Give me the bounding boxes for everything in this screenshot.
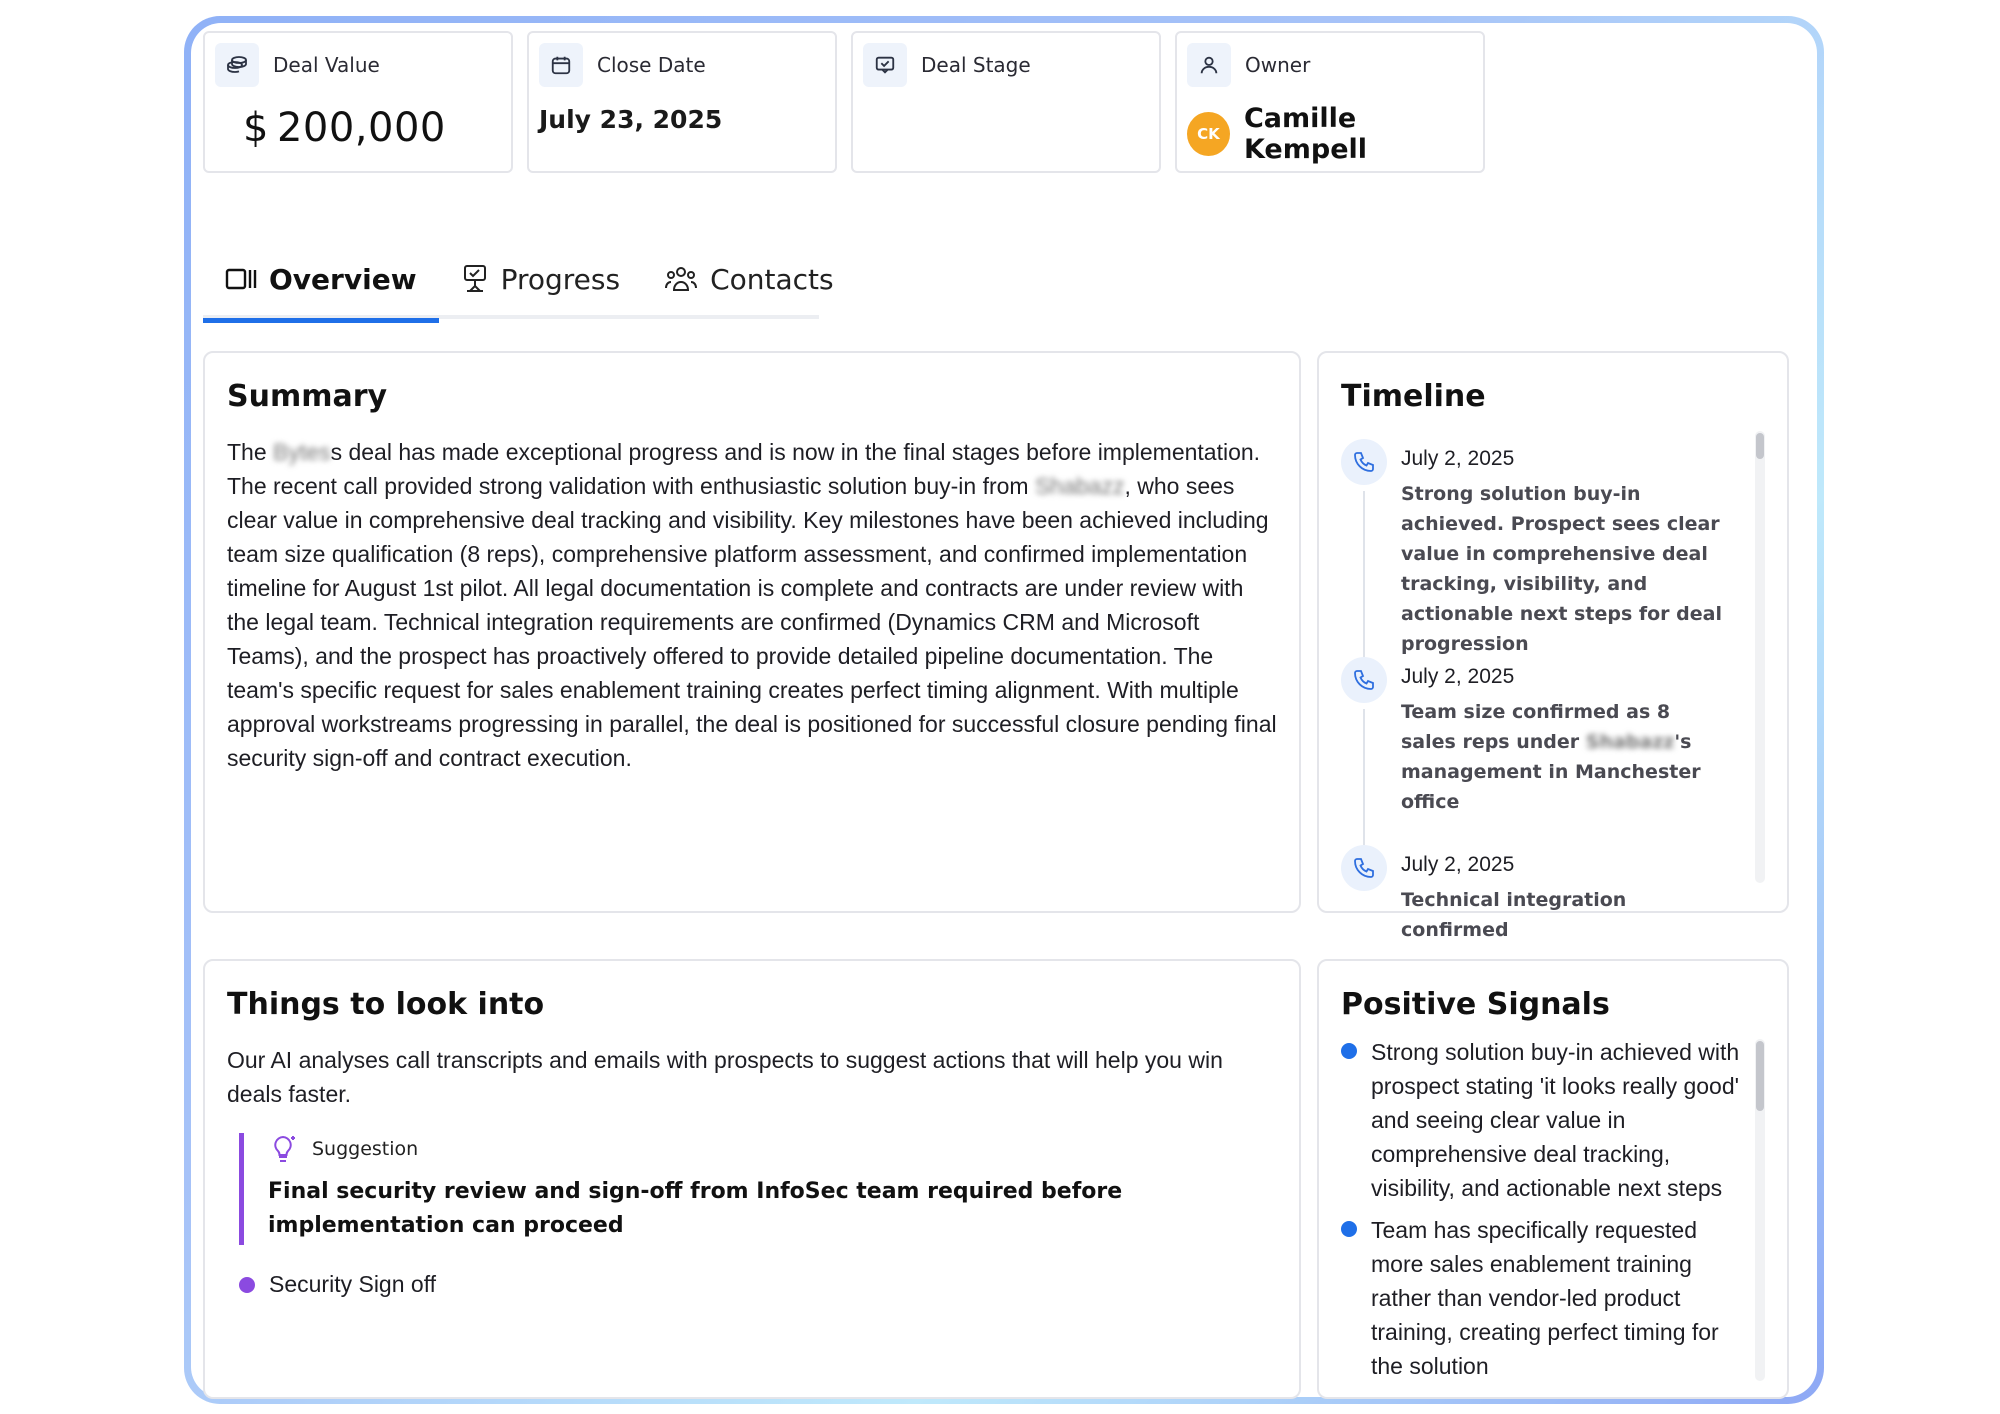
redacted-contact: Shabazz (1585, 731, 1675, 753)
timeline-date: July 2, 2025 (1401, 853, 1515, 876)
close-date-label: Close Date (597, 53, 706, 77)
things-panel (203, 959, 1301, 1399)
redacted-company: Bytes (273, 439, 331, 465)
summary-text-end: , who sees clear value in comprehensive deal tracking and visibility. Key milestones have been achieved including team size qualification (8 reps), comprehensive platform assessment, and confirmed implementation timeline for August 1st pilot. All legal documentation is complete and contracts are under review with the legal team. Technical integration requirements are confirmed (Dynamics CRM and Microsoft Teams), and the prospect has proactively offered to provide detailed pipeline documentation. The team's specific request for sales enablement training creates perfect timing alignment. With multiple approval workstreams progressing in parallel, the deal is positioned for successful closure pending final security sign-off and contract execution. (227, 473, 1277, 771)
timeline-scrollbar[interactable] (1755, 431, 1765, 883)
suggestion-card[interactable] (239, 1133, 1279, 1245)
app-content (191, 23, 1817, 1397)
tab-progress[interactable] (439, 239, 643, 319)
lightbulb-icon (268, 1133, 298, 1165)
summary-text (227, 435, 1277, 775)
bullet-dot (239, 1277, 255, 1293)
scrollbar-thumb[interactable] (1756, 433, 1764, 459)
timeline-item (1341, 845, 1765, 945)
owner-label: Owner (1245, 53, 1311, 77)
close-date-card (527, 31, 837, 173)
calendar-icon (539, 43, 583, 87)
list-item (1341, 1213, 1741, 1383)
summary-panel (203, 351, 1301, 913)
app-frame (184, 16, 1824, 1404)
tab-bar (203, 239, 834, 319)
overview-icon (225, 267, 257, 291)
owner-name: Camille Kempell (1243, 103, 1368, 165)
phone-icon (1341, 657, 1387, 703)
phone-icon (1341, 845, 1387, 891)
deal-stage-card (851, 31, 1161, 173)
deal-value-label: Deal Value (273, 53, 380, 77)
timeline-text-start: Team size confirmed as 8 sales reps under (1401, 701, 1671, 753)
timeline-list[interactable] (1341, 427, 1765, 941)
action-item-label: Security Sign off (269, 1271, 437, 1297)
timeline-title: Timeline (1341, 379, 1486, 414)
things-description: Our AI analyses call transcripts and emails with prospects to suggest actions that will help you win deals faster. (227, 1047, 1223, 1107)
timeline-text (1401, 697, 1731, 817)
summary-text-middle: s deal has made exceptional progress and is now in the final stages before implementation. The recent call provided strong validation with enthusiastic solution buy-in from (227, 439, 1261, 499)
close-date-value: July 23, 2025 (539, 105, 723, 134)
scrollbar-thumb[interactable] (1756, 1041, 1764, 1111)
currency-symbol: $ (243, 105, 269, 151)
deal-stage-label: Deal Stage (921, 53, 1031, 77)
timeline-date: July 2, 2025 (1401, 665, 1515, 688)
suggestion-text: Final security review and sign-off from InfoSec team required before implementation can proceed (268, 1179, 1123, 1238)
timeline-panel (1317, 351, 1789, 941)
deal-value-card (203, 31, 513, 173)
summary-text-start: The (227, 439, 274, 465)
things-title: Things to look into (227, 987, 545, 1022)
owner-card (1175, 31, 1485, 173)
redacted-contact: Shabazz (1034, 473, 1125, 499)
suggestion-label: Suggestion (312, 1138, 419, 1160)
money-stack-icon (215, 43, 259, 87)
metric-cards (203, 31, 1485, 173)
timeline-text-end: 's management in Manchester office (1401, 731, 1701, 813)
deal-value (243, 105, 446, 151)
signal-text: Strong solution buy-in achieved with prospect stating 'it looks really good' and seeing clear value in comprehensive deal tracking, visibility, and actionable next steps (1371, 1039, 1740, 1201)
timeline-date: July 2, 2025 (1401, 447, 1515, 470)
timeline-text: Technical integration confirmed (1401, 889, 1627, 941)
deal-value-amount: 200,000 (276, 105, 446, 151)
action-item (239, 1271, 436, 1298)
contacts-icon (664, 264, 698, 294)
signal-text: Team has specifically requested more sales enablement training rather than vendor-led product training, creating perfect timing for the solution (1371, 1217, 1719, 1379)
timeline-text: Strong solution buy-in achieved. Prospect sees clear value in comprehensive deal tracking, visibility, and actionable next steps for deal progression (1401, 483, 1722, 655)
timeline-connector (1363, 491, 1365, 675)
tab-overview-label: Overview (269, 262, 417, 296)
avatar: CK (1187, 112, 1230, 156)
summary-title: Summary (227, 379, 388, 414)
tab-contacts-label: Contacts (710, 262, 834, 296)
signals-panel (1317, 959, 1789, 1399)
progress-icon (461, 264, 489, 294)
bullet-dot (1341, 1221, 1357, 1237)
tab-progress-label: Progress (500, 262, 621, 296)
tab-overview[interactable] (203, 239, 439, 319)
timeline-connector (1363, 709, 1365, 863)
signals-list[interactable] (1341, 1035, 1741, 1391)
timeline-item (1341, 439, 1765, 655)
bullet-dot (1341, 1043, 1357, 1059)
tab-contacts[interactable] (642, 239, 856, 319)
person-icon (1187, 43, 1231, 87)
phone-icon (1341, 439, 1387, 485)
signals-scrollbar[interactable] (1755, 1039, 1765, 1381)
timeline-item (1341, 657, 1765, 833)
stage-icon (863, 43, 907, 87)
signals-title: Positive Signals (1341, 987, 1610, 1022)
list-item (1341, 1035, 1741, 1205)
